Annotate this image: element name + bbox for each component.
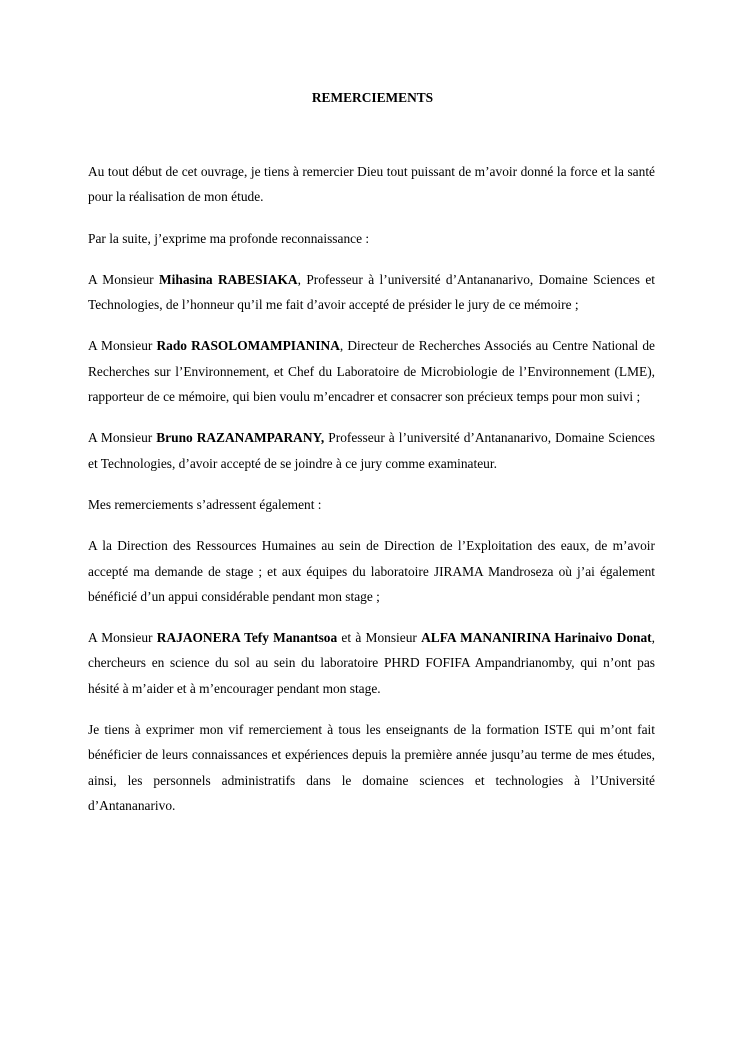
paragraph-prefix: A Monsieur xyxy=(88,271,160,287)
paragraph-text: , Directeur de Recherches Associés au Centre National de Recherches sur l’Environnement, et Chef du Laboratoire de Microbiologie de l’Environnement (LME), rapporteur de ce mémoire, qui bien voulu m’encadrer et consacrer son précieux temps pour mon suivi ; xyxy=(88,338,655,405)
person-name: RAJAONERA Tefy Manantsoa xyxy=(156,630,338,646)
acknowledgements-body xyxy=(88,159,655,834)
paragraph-rapporteur xyxy=(88,333,655,409)
person-name: Rado RASOLOMAMPIANINA xyxy=(156,338,340,354)
person-name: Mihasina RABESIAKA xyxy=(159,271,298,287)
paragraph-text: , chercheurs en science du sol au sein du laboratoire PHRD FOFIFA Ampandrianomby, qui n’ont pas hésité à m’aider et à m’encourager pendant mon stage. xyxy=(88,630,656,696)
paragraph-text: , Professeur à l’université d’Antananarivo, Domaine Sciences et Technologies, de l’honneur qu’il me fait d’avoir accepté de présider le jury de ce mémoire ; xyxy=(88,271,655,313)
page-title: REMERCIEMENTS xyxy=(311,90,434,105)
paragraph-prefix: A Monsieur xyxy=(88,338,157,354)
paragraph-prefix: A Monsieur xyxy=(88,430,157,446)
paragraph-prefix: A Monsieur xyxy=(88,630,157,646)
person-name: ALFA MANANIRINA Harinaivo Donat xyxy=(421,630,652,646)
person-name: Bruno RAZANAMPARANY, xyxy=(156,430,325,446)
paragraph-enseignants: Je tiens à exprimer mon vif remerciement à tous les enseignants de la formation ISTE qui m’ont fait bénéficier de leurs connaissances et expériences depuis la première année jusqu’au terme de mes études, ainsi, les personnels administratifs dans le domaine sciences et technologies à l’Université d’Antananarivo. xyxy=(88,722,655,813)
paragraph-president-jury xyxy=(88,267,655,318)
paragraph-direction-rh: A la Direction des Ressources Humaines au sein de Direction de l’Exploitation des eaux, de m’avoir accepté ma demande de stage ; et aux équipes du laboratoire JIRAMA Mandroseza où j’ai également bénéficié d’un appui considérable pendant mon stage ; xyxy=(88,538,655,604)
paragraph-text: Professeur à l’université d’Antananarivo, Domaine Sciences et Technologies, d’avoir accepté de se joindre à ce jury comme examinateur. xyxy=(88,430,656,471)
paragraph-remerciements-egalement: Mes remerciements s’adressent également : xyxy=(88,496,322,512)
paragraph-connector: et à Monsieur xyxy=(337,630,422,646)
paragraph-chercheurs xyxy=(88,625,655,701)
paragraph-reconnaissance: Par la suite, j’exprime ma profonde reconnaissance : xyxy=(88,230,370,246)
paragraph-intro: Au tout début de cet ouvrage, je tiens à remercier Dieu tout puissant de m’avoir donné la force et la santé pour la réalisation de mon étude. xyxy=(88,164,655,205)
paragraph-examinateur xyxy=(88,425,655,476)
